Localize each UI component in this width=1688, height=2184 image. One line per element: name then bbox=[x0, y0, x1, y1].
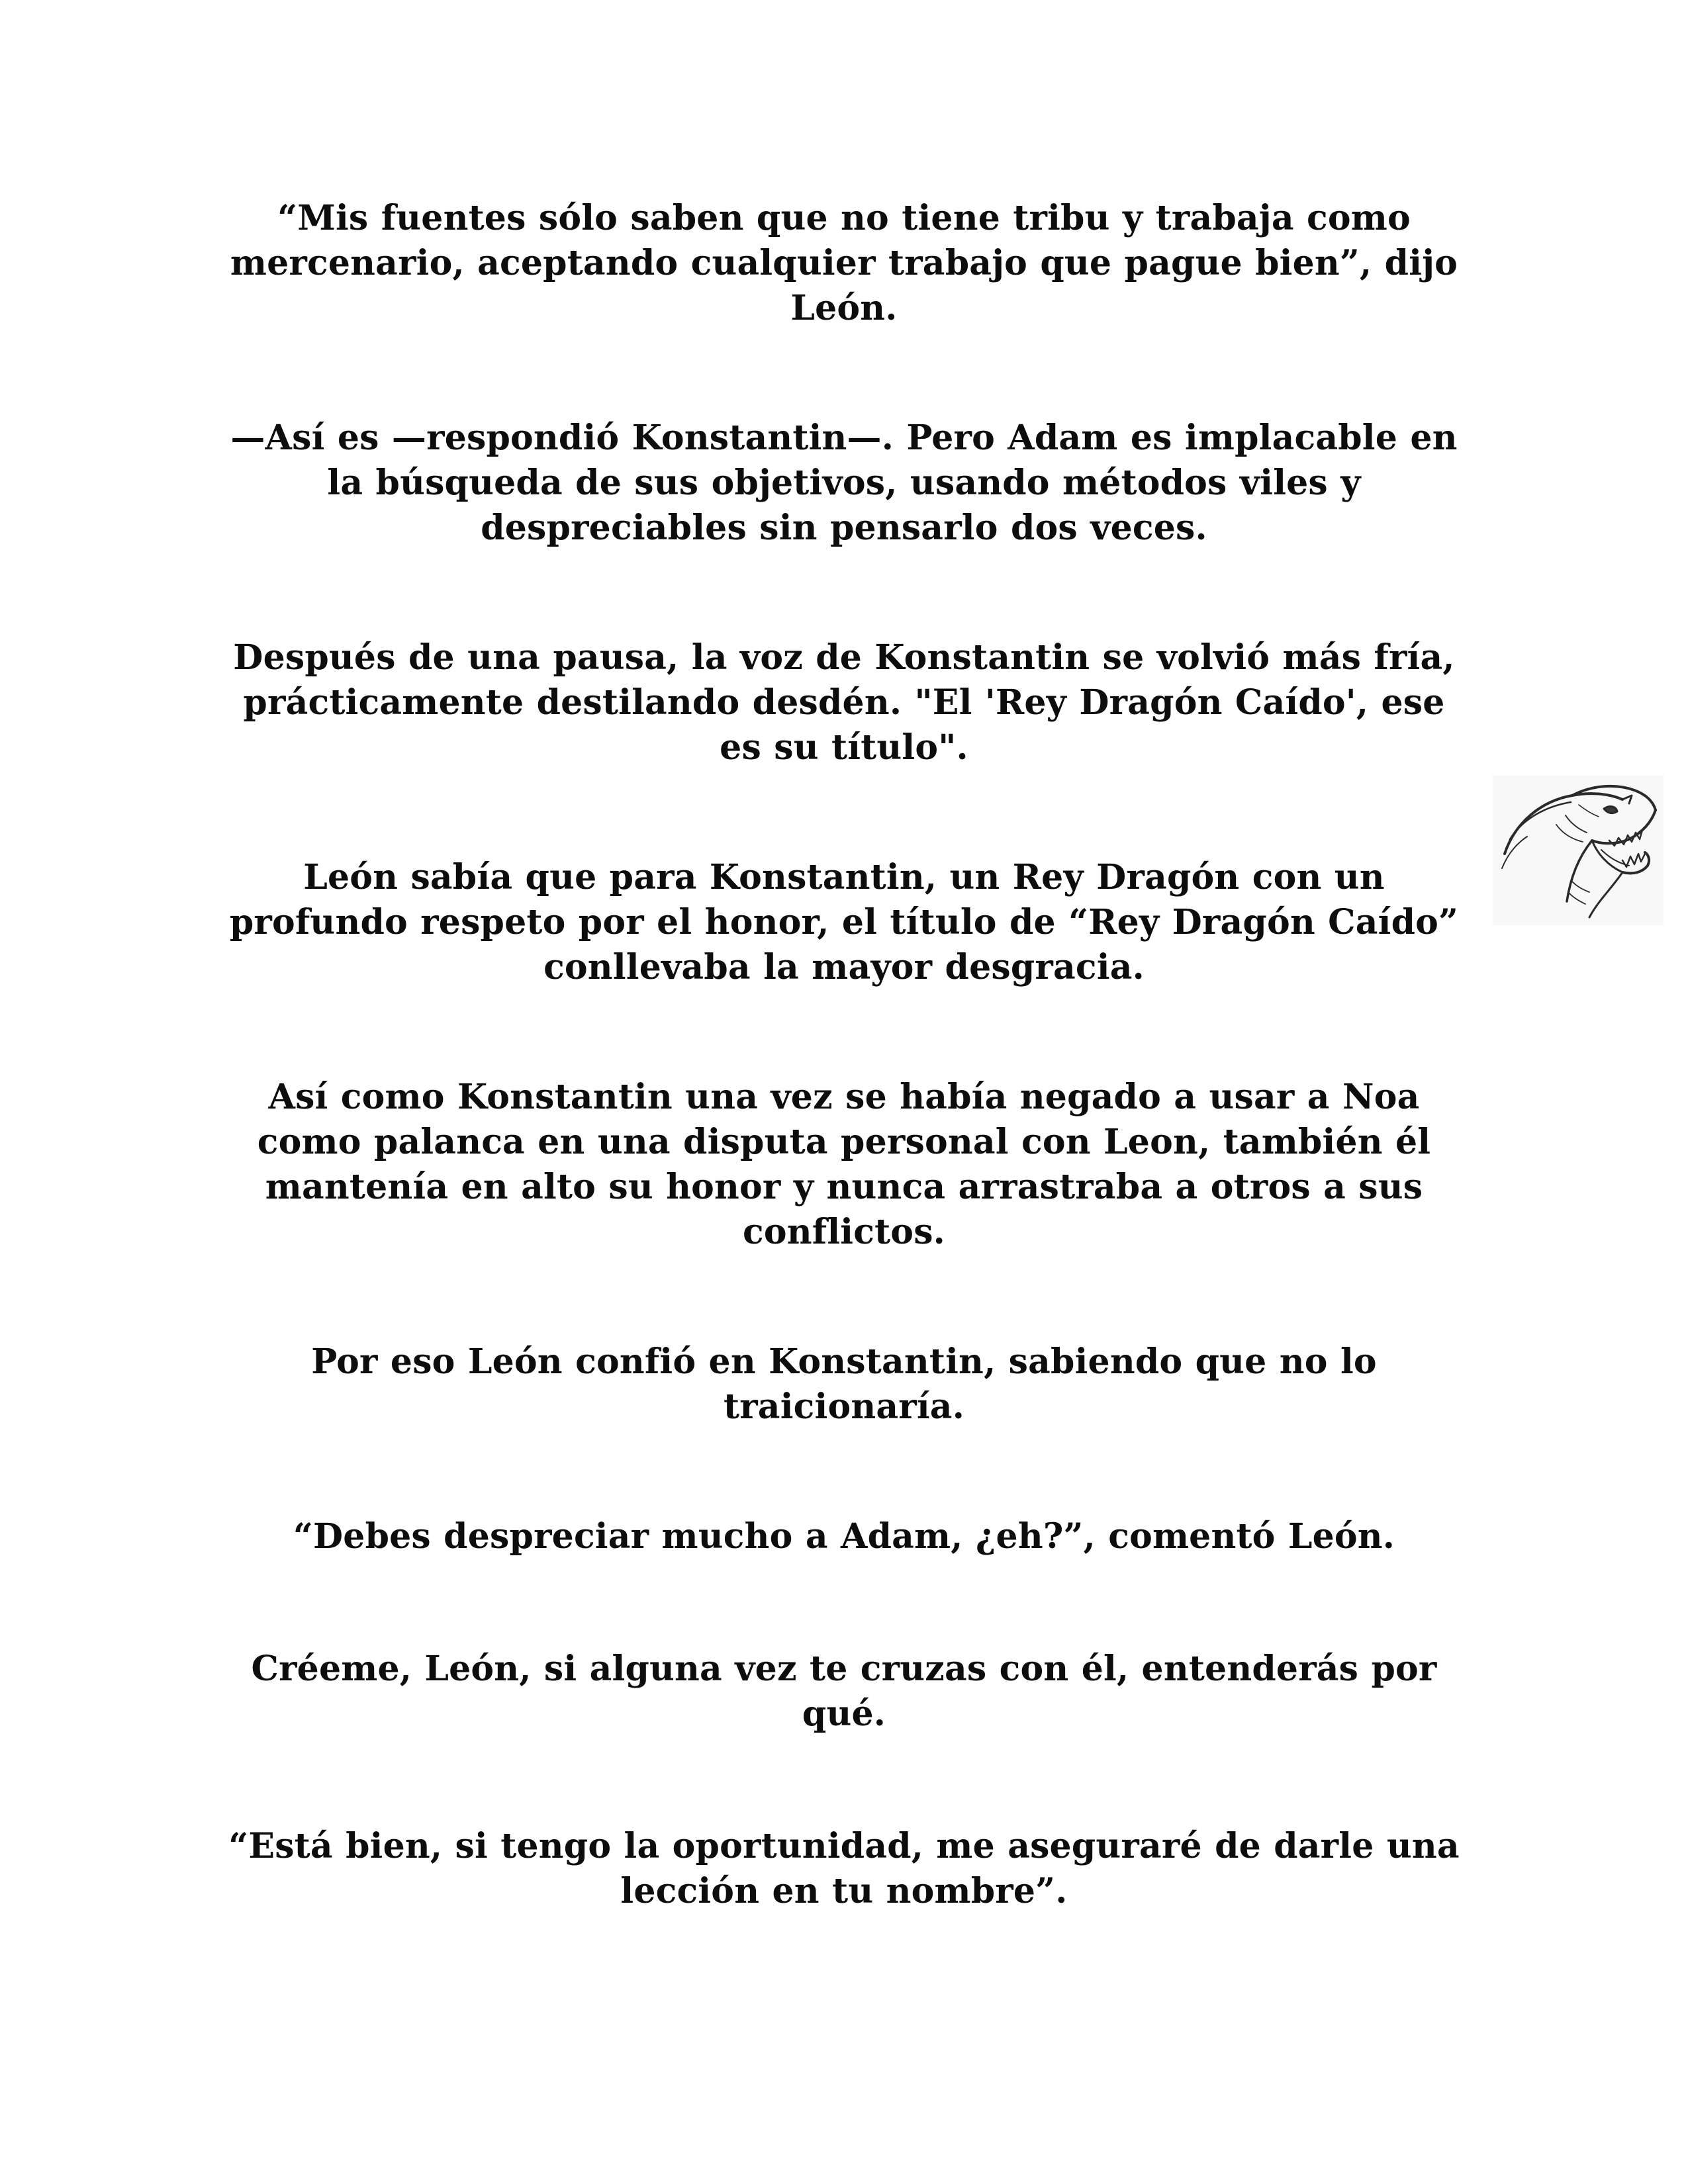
paragraph-3: Después de una pausa, la voz de Konstantin se volvió más fría, prácticamente destilando desdén. "El 'Rey Dragón Caído', ese es su título". bbox=[233, 637, 1455, 768]
dragon-head-sketch-icon bbox=[1493, 776, 1664, 925]
paragraph-5: Así como Konstantin una vez se había negado a usar a Noa como palanca en una disputa personal con Leon, también él mantenía en alto su honor y nunca arrastraba a otros a sus conflictos. bbox=[257, 1077, 1431, 1252]
paragraph-9: “Está bien, si tengo la oportunidad, me aseguraré de darle una lección en tu nombre”. bbox=[228, 1826, 1460, 1911]
paragraph-4: León sabía que para Konstantin, un Rey Dragón con un profundo respeto por el honor, el título de “Rey Dragón Caído” conllevaba la mayor desgracia. bbox=[229, 857, 1459, 987]
paragraph-8: Créeme, León, si alguna vez te cruzas con él, entenderás por qué. bbox=[251, 1649, 1437, 1734]
paragraph-7: “Debes despreciar mucho a Adam, ¿eh?”, comentó León. bbox=[293, 1516, 1395, 1557]
paragraph-1: “Mis fuentes sólo saben que no tiene tribu y trabaja como mercenario, aceptando cualquier trabajo que pague bien”, dijo León. bbox=[230, 198, 1458, 328]
paragraph-2: —Así es —respondió Konstantin—. Pero Adam es implacable en la búsqueda de sus objetivos, usando métodos viles y despreciables sin pensarlo dos veces. bbox=[230, 418, 1458, 548]
paragraph-6: Por eso León confió en Konstantin, sabiendo que no lo traicionaría. bbox=[311, 1342, 1377, 1427]
